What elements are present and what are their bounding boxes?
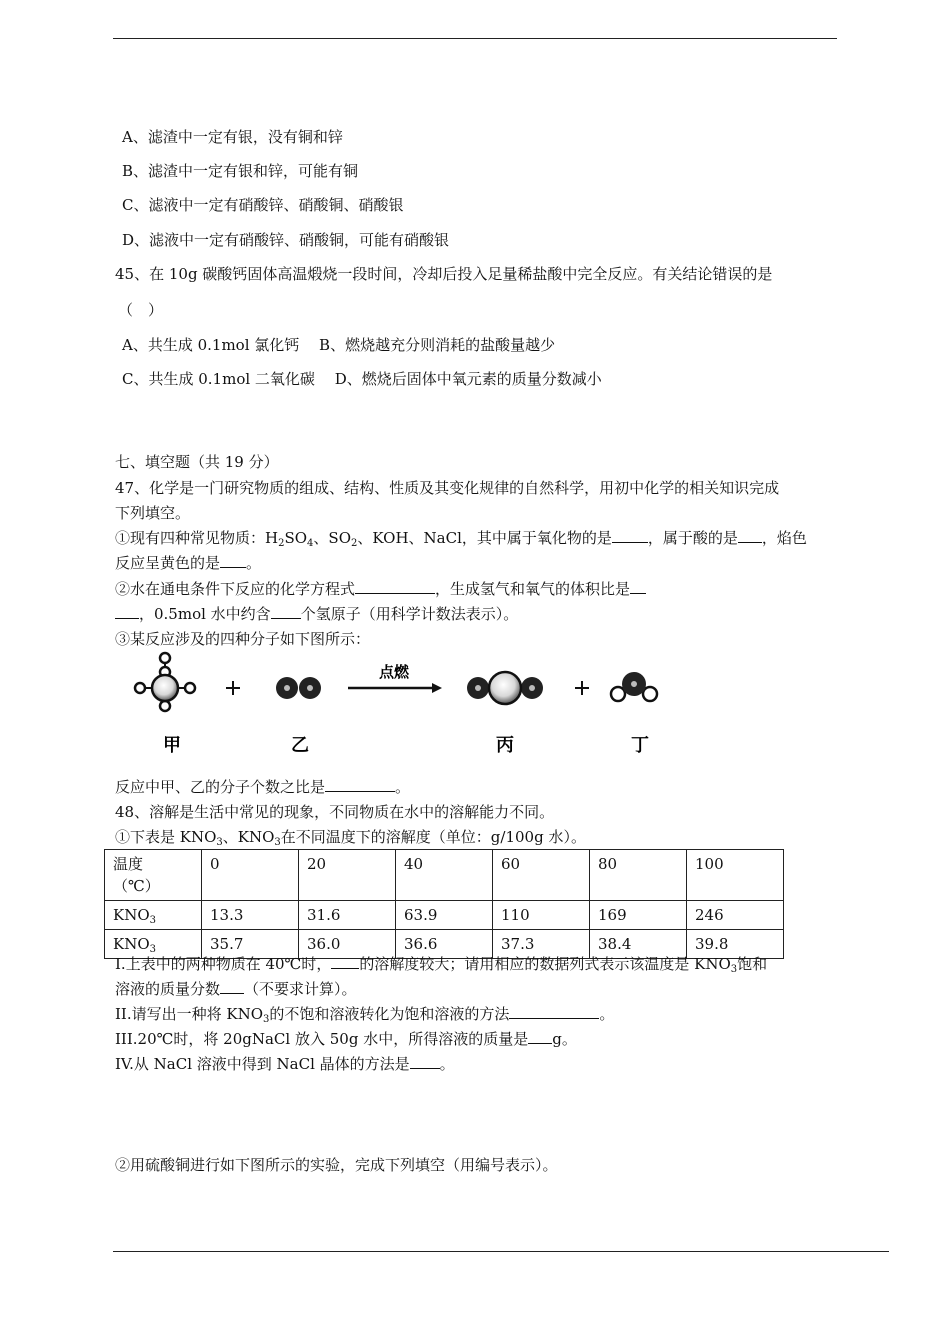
table-cell: 246 <box>687 901 784 930</box>
text: IV.从 NaCl 溶液中得到 NaCl 晶体的方法是 <box>115 1055 410 1073</box>
table-row-label: $KNO_3$ <box>105 930 202 959</box>
table-row <box>105 901 784 930</box>
question-48-sub-iv <box>115 1054 455 1074</box>
table-cell: 35.7 <box>202 930 299 959</box>
text: 反应中甲、乙的分子个数之比是 <box>115 778 326 796</box>
table-header-cell: 0 <box>202 850 299 901</box>
bottom-rule <box>113 1251 889 1252</box>
answer-blank[interactable] <box>115 604 139 619</box>
table-cell: 110 <box>493 901 590 930</box>
text: I.上表中的两种物质在 40℃时， <box>115 955 332 973</box>
option-b: B、滤渣中一定有银和锌，可能有铜 <box>122 162 359 180</box>
plus-sign-icon <box>575 681 589 695</box>
question-48-sub-i <box>115 954 767 974</box>
question-47-part-1-line-2 <box>115 553 261 573</box>
answer-blank[interactable] <box>630 579 646 594</box>
text: ，属于酸的是 <box>647 529 738 547</box>
question-47-ratio <box>115 777 410 797</box>
question-47-part-1 <box>115 528 807 548</box>
text: 个氢原子（用科学计数法表示）。 <box>300 605 519 623</box>
subscript: 4 <box>307 538 314 549</box>
table-header-cell: 20 <box>299 850 396 901</box>
answer-blank[interactable] <box>410 1054 440 1069</box>
text: SO <box>284 529 308 547</box>
question-48-sub-i-line-2 <box>115 979 357 999</box>
subscript: 3 <box>730 964 738 975</box>
question-45-stem: 45、在 10g 碳酸钙固体高温煅烧一段时间，冷却后投入足量稀盐酸中完全反应。有关结论错误的是 <box>115 265 773 283</box>
table-cell: 38.4 <box>590 930 687 959</box>
text: 、KOH、NaCl，其中属于氧化物的是 <box>357 529 612 547</box>
text: 的溶解度较大；请用相应的数据列式表示该温度是 KNO <box>359 955 731 973</box>
section-heading: 七、填空题（共 19 分） <box>115 453 279 471</box>
text: 。 <box>439 1055 455 1073</box>
text: III.20℃时，将 20gNaCl 放入 50g 水中，所得溶液的质量是 <box>115 1030 529 1048</box>
molecule-ding-icon <box>611 672 657 701</box>
text: 饱和 <box>737 955 768 973</box>
answer-blank[interactable] <box>271 604 301 619</box>
table-cell: 31.6 <box>299 901 396 930</box>
answer-blank[interactable] <box>528 1029 552 1044</box>
header-label: 温度 <box>113 855 144 873</box>
table-cell: 39.8 <box>687 930 784 959</box>
question-47-part-3: ③某反应涉及的四种分子如下图所示： <box>115 630 371 648</box>
solubility-table <box>104 849 784 959</box>
question-47-part-2 <box>115 579 646 599</box>
table-cell: 36.6 <box>396 930 493 959</box>
subscript: 3 <box>216 837 223 848</box>
table-cell: 13.3 <box>202 901 299 930</box>
text: ，生成氢气和氧气的体积比是 <box>435 580 631 598</box>
text: ，0.5mol 水中约含 <box>139 605 271 623</box>
text: 。 <box>599 1005 615 1023</box>
question-48-sub-ii <box>115 1004 614 1024</box>
table-cell: 36.0 <box>299 930 396 959</box>
text: 反应呈黄色的是 <box>115 554 221 572</box>
plus-sign-icon <box>226 681 240 695</box>
text: 的不饱和溶液转化为饱和溶液的方法 <box>269 1005 510 1023</box>
subscript: 2 <box>351 538 358 549</box>
answer-blank[interactable] <box>612 528 648 543</box>
table-header-cell: 40 <box>396 850 493 901</box>
question-47-stem-2: 下列填空。 <box>115 504 191 522</box>
answer-blank[interactable] <box>220 979 244 994</box>
molecule-label-yi: 乙 <box>291 735 309 756</box>
table-header-cell <box>105 850 202 901</box>
answer-blank[interactable] <box>355 579 435 594</box>
text: 、SO <box>313 529 351 547</box>
text: ②水在通电条件下反应的化学方程式 <box>115 580 356 598</box>
subscript: 2 <box>278 538 285 549</box>
answer-blank[interactable] <box>325 777 395 792</box>
text: （不要求计算）。 <box>244 980 357 998</box>
answer-blank[interactable] <box>509 1004 599 1019</box>
text: 。 <box>246 554 262 572</box>
reaction-arrow-icon <box>348 683 442 693</box>
answer-blank[interactable] <box>220 553 246 568</box>
text: 溶液的质量分数 <box>115 980 221 998</box>
answer-blank[interactable] <box>738 528 762 543</box>
molecule-reaction-figure <box>120 650 680 760</box>
molecule-label-ding: 丁 <box>631 735 649 756</box>
question-45-options-cd: C、共生成 0.1mol 二氧化碳 D、燃烧后固体中氧元素的质量分数减小 <box>122 370 602 388</box>
question-45-options-ab: A、共生成 0.1mol 氯化钙 B、燃烧越充分则消耗的盐酸量越少 <box>122 336 556 354</box>
text: 在不同温度下的溶解度（单位：g/100g 水）。 <box>280 828 586 846</box>
molecule-label-bing: 丙 <box>496 735 514 756</box>
table-cell: 37.3 <box>493 930 590 959</box>
text: ①现有四种常见物质：H <box>115 529 279 547</box>
header-unit: （℃） <box>113 877 160 895</box>
question-48-part-2: ②用硫酸铜进行如下图所示的实验，完成下列填空（用编号表示）。 <box>115 1156 558 1174</box>
subscript: 3 <box>274 837 281 848</box>
question-47-stem-1: 47、化学是一门研究物质的组成、结构、性质及其变化规律的自然科学，用初中化学的相关知识完成 <box>115 479 780 497</box>
table-header-cell: 80 <box>590 850 687 901</box>
table-header-cell: 100 <box>687 850 784 901</box>
molecule-label-jia: 甲 <box>163 735 181 756</box>
text: II.请写出一种将 KNO <box>115 1005 264 1023</box>
table-header-row <box>105 850 784 901</box>
table-header-cell: 60 <box>493 850 590 901</box>
table-cell: 63.9 <box>396 901 493 930</box>
molecule-jia-icon <box>135 653 195 711</box>
molecule-yi-icon <box>276 677 321 699</box>
table-row-label: $KNO_3$ <box>105 901 202 930</box>
text: ①下表是 KNO <box>115 828 217 846</box>
question-48-sub-iii <box>115 1029 577 1049</box>
answer-blank[interactable] <box>331 954 359 969</box>
text: ，焰色 <box>761 529 807 547</box>
subscript: 3 <box>263 1014 270 1025</box>
question-48-stem: 48、溶解是生活中常见的现象，不同物质在水中的溶解能力不同。 <box>115 803 555 821</box>
reaction-condition: 点燃 <box>378 663 410 681</box>
option-d: D、滤液中一定有硝酸锌、硝酸铜，可能有硝酸银 <box>122 231 450 249</box>
option-a: A、滤渣中一定有银，没有铜和锌 <box>122 128 343 146</box>
table-cell: 169 <box>590 901 687 930</box>
molecule-bing-icon <box>467 672 543 704</box>
question-47-part-2-line-2 <box>115 604 518 624</box>
top-rule <box>113 38 837 39</box>
text: g。 <box>552 1030 577 1048</box>
text: 、KNO <box>222 828 275 846</box>
option-c: C、滤液中一定有硝酸锌、硝酸铜、硝酸银 <box>122 196 404 214</box>
text: 。 <box>395 778 411 796</box>
question-45-paren: （ ） <box>118 301 164 319</box>
question-48-part-1 <box>115 827 586 847</box>
